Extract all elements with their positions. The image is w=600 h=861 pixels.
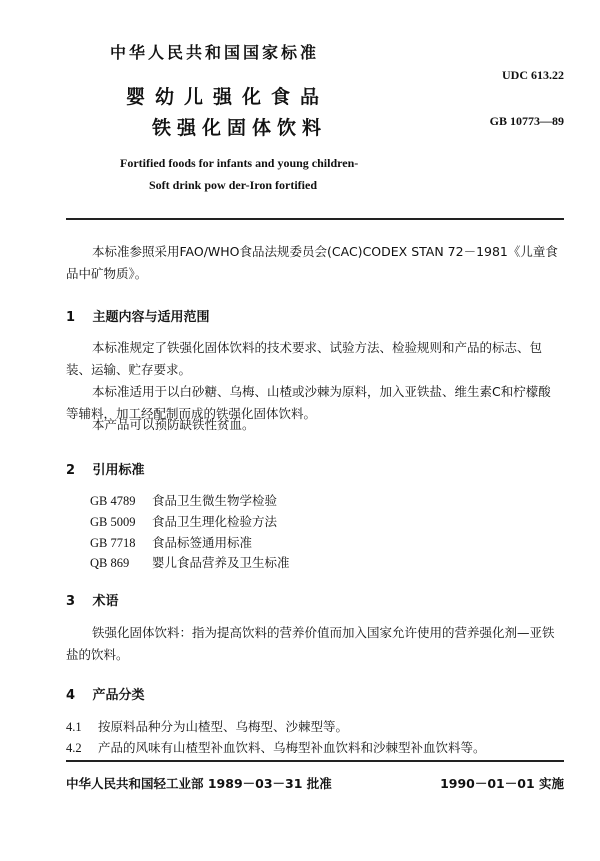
section-2-heading [66,459,145,478]
reference-row [90,491,277,509]
section-number: 4 [66,688,76,703]
reference-code: GB 5009 [90,515,136,529]
section-title: 主题内容与适用范围 [92,310,210,325]
section-title: 产品分类 [92,688,145,703]
section-number: 1 [66,310,76,325]
reference-code: QB 869 [90,556,130,570]
footer-divider [66,760,564,762]
reference-name: 婴儿食品营养及卫生标准 [151,555,290,570]
national-standard-heading: 中华人民共和国国家标准 [110,43,320,62]
section-4-heading [66,684,145,703]
section-number: 3 [66,594,76,609]
intro-paragraph: 本标准参照采用FAO/WHO食品法规委员会(CAC)CODEX STAN 72－1981《儿童食品中矿物质》。 [66,244,558,281]
approval-line: 中华人民共和国轻工业部 1989－03－31 批准 [66,776,332,791]
item-text: 产品的风味有山楂型补血饮料、乌梅型补血饮料和沙棘型补血饮料等。 [97,740,486,755]
section-3-paragraph: 铁强化固体饮料：指为提高饮料的营养价值而加入国家允许使用的营养强化剂—亚铁盐的饮料。 [66,625,555,662]
document-title-line2: 铁强化固体饮料 [152,117,328,139]
document-title-line1: 婴幼儿强化食品 [126,86,330,108]
reference-name: 食品卫生理化检验方法 [151,514,277,529]
section-1-paragraph-3: 本产品可以预防缺铁性贫血。 [92,417,255,432]
section-title: 引用标准 [92,463,145,478]
reference-name: 食品卫生微生物学检验 [151,493,277,508]
reference-row [90,512,277,530]
implementation-date: 1990－01－01 实施 [440,776,564,791]
udc-code: UDC 613.22 [502,68,564,82]
section-1-heading [66,306,210,325]
header-divider [66,218,564,220]
section-number: 2 [66,463,76,478]
item-text: 按原料品种分为山楂型、乌梅型、沙棘型等。 [97,719,348,734]
reference-code: GB 7718 [90,536,136,550]
section-3-heading [66,590,119,609]
list-item [66,738,486,756]
section-1-paragraph-2: 本标准适用于以白砂糖、乌梅、山楂或沙棘为原料，加入亚铁盐、维生素C和柠檬酸等辅料，加工经配制而成的铁强化固体饮料。 [66,384,551,421]
item-number: 4.1 [66,720,82,734]
english-title-line2: Soft drink pow der-Iron fortified [149,178,317,192]
item-number: 4.2 [66,741,82,755]
reference-name: 食品标签通用标准 [151,535,252,550]
list-item [66,717,348,735]
reference-code: GB 4789 [90,494,136,508]
section-1-paragraph-1: 本标准规定了铁强化固体饮料的技术要求、试验方法、检验规则和产品的标志、包装、运输、贮存要求。 [66,340,543,377]
reference-row [90,553,290,571]
english-title-line1: Fortified foods for infants and young children- [120,156,359,170]
reference-row [90,533,252,551]
section-title: 术语 [92,594,119,609]
gb-number: GB 10773—89 [489,114,564,128]
